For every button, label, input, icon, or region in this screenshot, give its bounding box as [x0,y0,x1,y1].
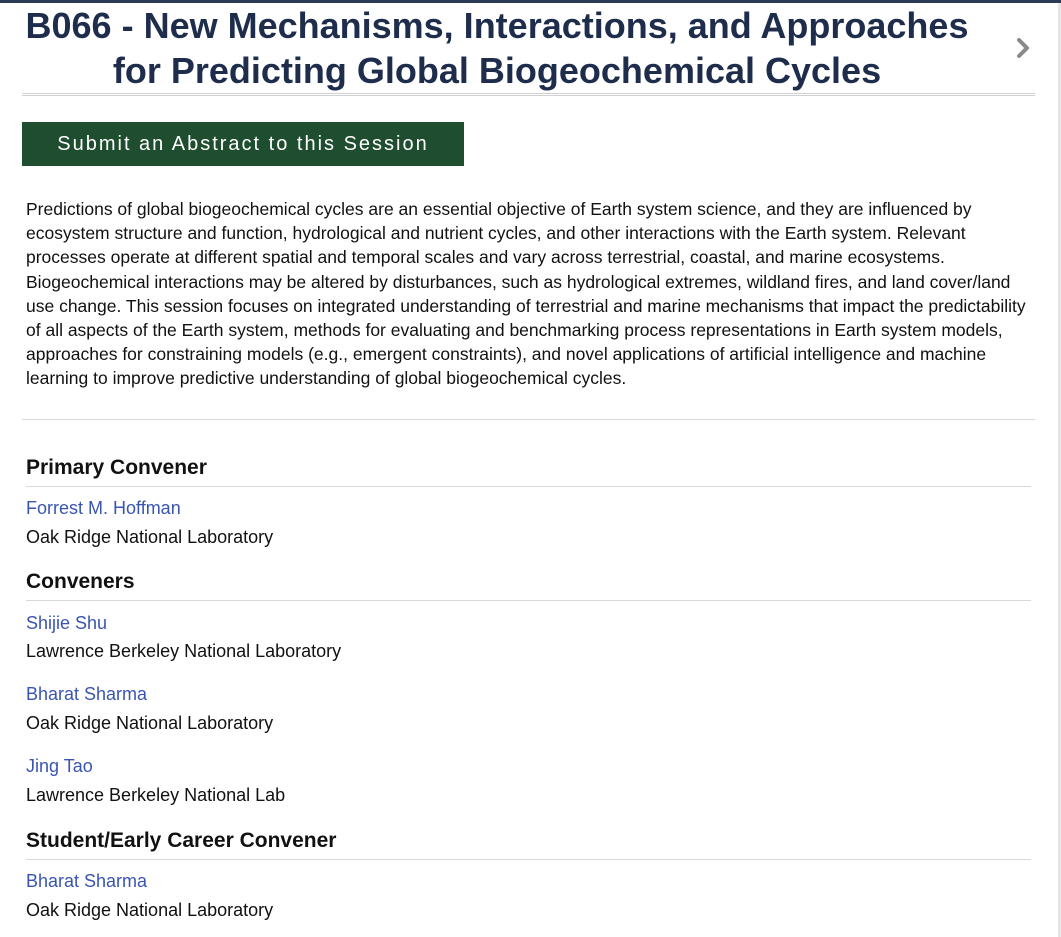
session-title-line-2: for Predicting Global Biogeochemical Cycles [112,50,882,91]
convener-name-link[interactable]: Forrest M. Hoffman [26,498,181,518]
session-title-line-1: B066 - New Mechanisms, Interactions, and Approaches [25,5,969,46]
chevron-right-icon[interactable] [1011,34,1035,62]
convener-name-link[interactable]: Bharat Sharma [26,871,148,891]
convener-name-link[interactable]: Jing Tao [26,756,93,776]
submit-abstract-button[interactable]: Submit an Abstract to this Session [22,122,464,166]
convener-affiliation: Lawrence Berkeley National Laboratory [26,641,342,661]
session-title [22,0,972,93]
convener-name-link[interactable]: Shijie Shu [26,613,108,633]
convener-affiliation: Oak Ridge National Laboratory [26,527,274,547]
description-divider [22,419,1035,420]
primary-convener-heading: Primary Convener [26,455,1031,487]
convener-affiliation: Oak Ridge National Laboratory [26,900,274,920]
convener-affiliation: Lawrence Berkeley National Lab [26,785,286,805]
session-description: Predictions of global biogeochemical cycles are an essential objective of Earth system science, and they are influenced by ecosystem structure and function, hydrological and nutrient cycles, and other interactions with the Earth system. Relevant processes operate at different spatial and temporal scales and vary across terrestrial, coastal, and marine ecosystems. Biogeochemical interactions may be altered by disturbances, such as hydrological extremes, wildland fires, and land cover/land use change. This session focuses on integrated understanding of terrestrial and marine mechanisms that impact the predictability of all aspects of the Earth system, methods for evaluating and benchmarking process representations in Earth system models, approaches for constraining models (e.g., emergent constraints), and novel applications of artificial intelligence and machine learning to improve predictive understanding of global biogeochemical cycles. [26,199,1026,389]
conveners-heading: Conveners [26,569,1031,601]
session-header [22,0,1035,96]
session-page [22,0,1035,920]
convener-affiliation: Oak Ridge National Laboratory [26,713,274,733]
convener-name-link[interactable]: Bharat Sharma [26,684,148,704]
student-convener-heading: Student/Early Career Convener [26,828,1031,860]
